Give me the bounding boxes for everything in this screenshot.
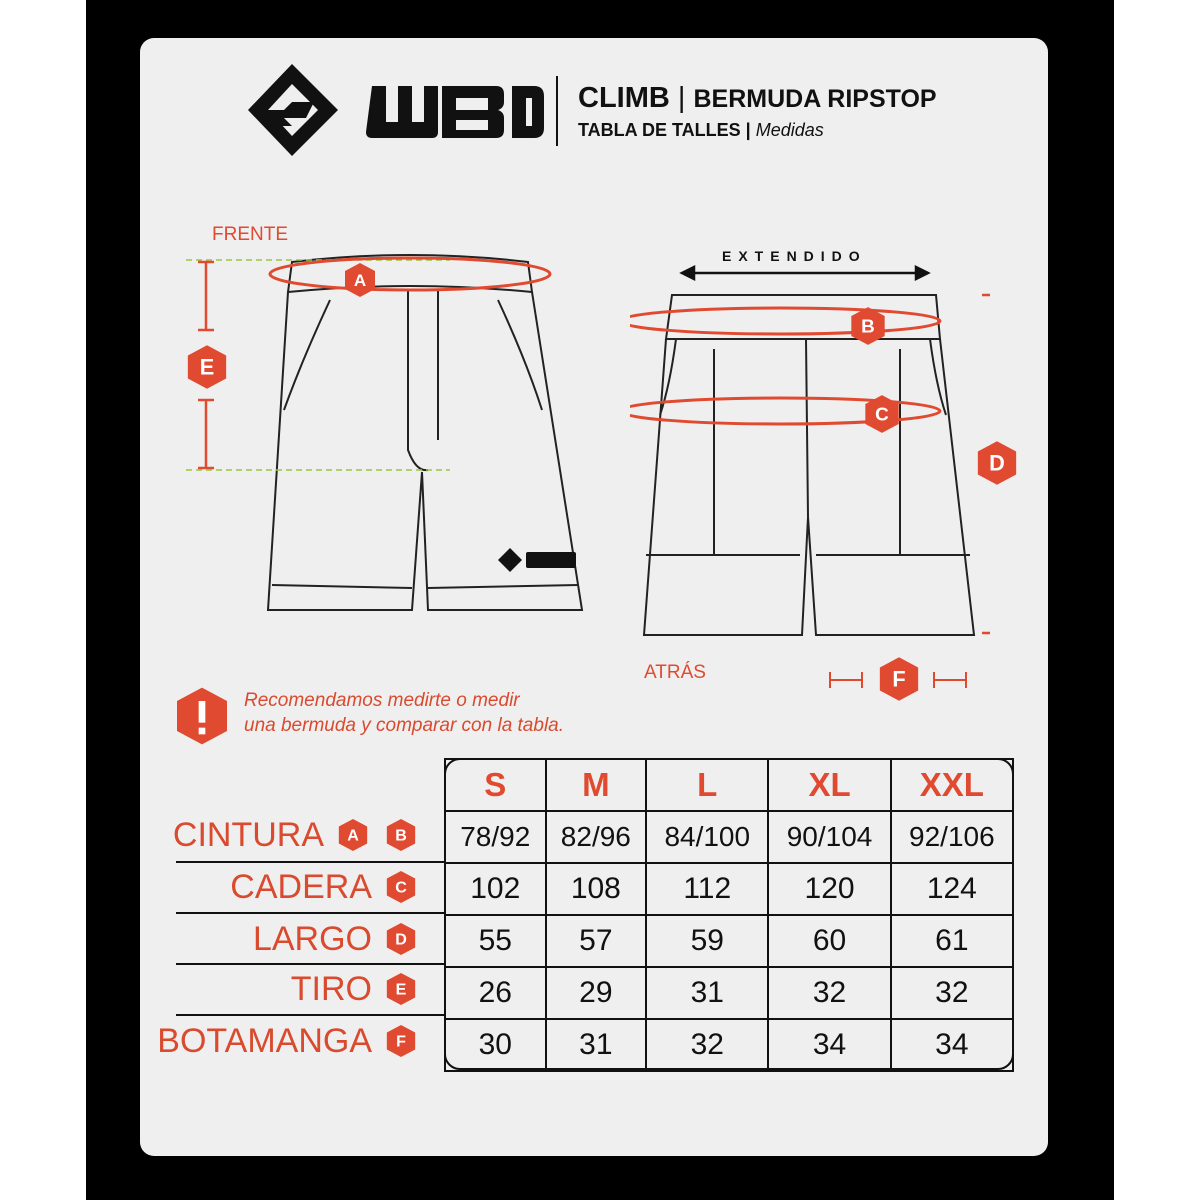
row-label-largo: LARGO — [252, 920, 372, 958]
brand-mark-icon — [248, 64, 338, 156]
front-label: FRENTE — [212, 224, 288, 245]
table-cell: 32 — [891, 967, 1013, 1019]
table-cell: 59 — [646, 915, 768, 967]
size-header: XXL — [891, 759, 1013, 811]
row-badge-a — [336, 818, 370, 852]
table-title: TABLA DE TALLES — [578, 120, 741, 140]
table-cell: 34 — [768, 1019, 890, 1071]
product-type: BERMUDA RIPSTOP — [693, 85, 937, 113]
row-divider — [176, 1014, 444, 1016]
table-cell: 32 — [768, 967, 890, 1019]
svg-text:D: D — [395, 930, 407, 949]
note-line-1: Recomendamos medirte o medir — [244, 690, 520, 711]
front-small-logo-icon — [498, 548, 576, 572]
row-label-tiro: TIRO — [290, 970, 372, 1008]
size-header: S — [445, 759, 546, 811]
table-row-botamanga — [445, 1019, 1013, 1071]
table-cell: 84/100 — [646, 811, 768, 863]
table-cell: 61 — [891, 915, 1013, 967]
title-separator: | — [677, 82, 686, 114]
extended-label: EXTENDIDO — [722, 248, 867, 264]
subtitle-separator: | — [745, 120, 751, 140]
row-label-botamanga: BOTAMANGA — [157, 1022, 372, 1060]
svg-text:A: A — [353, 271, 367, 290]
row-badge-e — [384, 972, 418, 1006]
svg-text:B: B — [861, 316, 875, 338]
table-cell: 31 — [546, 1019, 647, 1071]
row-badge-f — [384, 1024, 418, 1058]
svg-text:F: F — [892, 666, 906, 692]
table-cell: 60 — [768, 915, 890, 967]
table-cell: 78/92 — [445, 811, 546, 863]
table-cell: 90/104 — [768, 811, 890, 863]
table-cell: 57 — [546, 915, 647, 967]
table-cell: 124 — [891, 863, 1013, 915]
table-cell: 29 — [546, 967, 647, 1019]
table-cell: 26 — [445, 967, 546, 1019]
svg-text:F: F — [396, 1032, 406, 1051]
header-divider — [556, 76, 558, 146]
table-row-cintura — [445, 811, 1013, 863]
table-cell: 34 — [891, 1019, 1013, 1071]
size-header: M — [546, 759, 647, 811]
table-cell: 31 — [646, 967, 768, 1019]
exclamation-icon — [170, 686, 234, 746]
size-header: L — [646, 759, 768, 811]
marker-d-badge — [974, 440, 1020, 486]
product-name: CLIMB — [578, 82, 670, 114]
svg-text:E: E — [199, 354, 215, 380]
svg-text:A: A — [347, 826, 359, 845]
svg-text:D: D — [989, 450, 1005, 476]
marker-f-badge — [876, 656, 922, 702]
marker-b-badge — [848, 306, 888, 346]
size-header-row — [445, 759, 1013, 811]
row-badge-c — [384, 870, 418, 904]
marker-a-badge — [342, 262, 378, 298]
row-divider — [176, 963, 444, 965]
svg-text:C: C — [875, 404, 889, 426]
table-cell: 108 — [546, 863, 647, 915]
table-cell: 82/96 — [546, 811, 647, 863]
table-subtitle: Medidas — [755, 120, 824, 140]
row-badge-b — [384, 818, 418, 852]
svg-text:C: C — [395, 878, 407, 897]
page-title — [578, 82, 937, 115]
page-subtitle — [578, 120, 824, 141]
table-cell: 55 — [445, 915, 546, 967]
svg-text:E: E — [395, 980, 407, 999]
row-divider — [176, 912, 444, 914]
back-label: ATRÁS — [644, 662, 706, 683]
table-cell: 32 — [646, 1019, 768, 1071]
table-cell: 102 — [445, 863, 546, 915]
table-row-tiro — [445, 967, 1013, 1019]
table-cell: 92/106 — [891, 811, 1013, 863]
table-cell: 112 — [646, 863, 768, 915]
front-shorts-diagram — [180, 240, 600, 630]
recommendation-note — [244, 688, 564, 738]
size-table — [444, 758, 1014, 1070]
table-row-cadera — [445, 863, 1013, 915]
marker-e-badge — [184, 344, 230, 390]
size-header: XL — [768, 759, 890, 811]
table-cell: 30 — [445, 1019, 546, 1071]
back-shorts-outline — [644, 339, 974, 635]
row-divider — [176, 861, 444, 863]
table-cell: 120 — [768, 863, 890, 915]
table-row-largo — [445, 915, 1013, 967]
row-badge-d — [384, 922, 418, 956]
row-label-cadera: CADERA — [230, 868, 372, 906]
brand-wordmark — [366, 86, 544, 138]
back-shorts-diagram — [630, 255, 990, 655]
note-line-2: una bermuda y comparar con la tabla. — [244, 715, 565, 736]
marker-c-badge — [862, 394, 902, 434]
row-label-cintura: CINTURA — [172, 816, 324, 854]
svg-text:B: B — [395, 826, 407, 845]
brand-logo — [244, 60, 544, 160]
